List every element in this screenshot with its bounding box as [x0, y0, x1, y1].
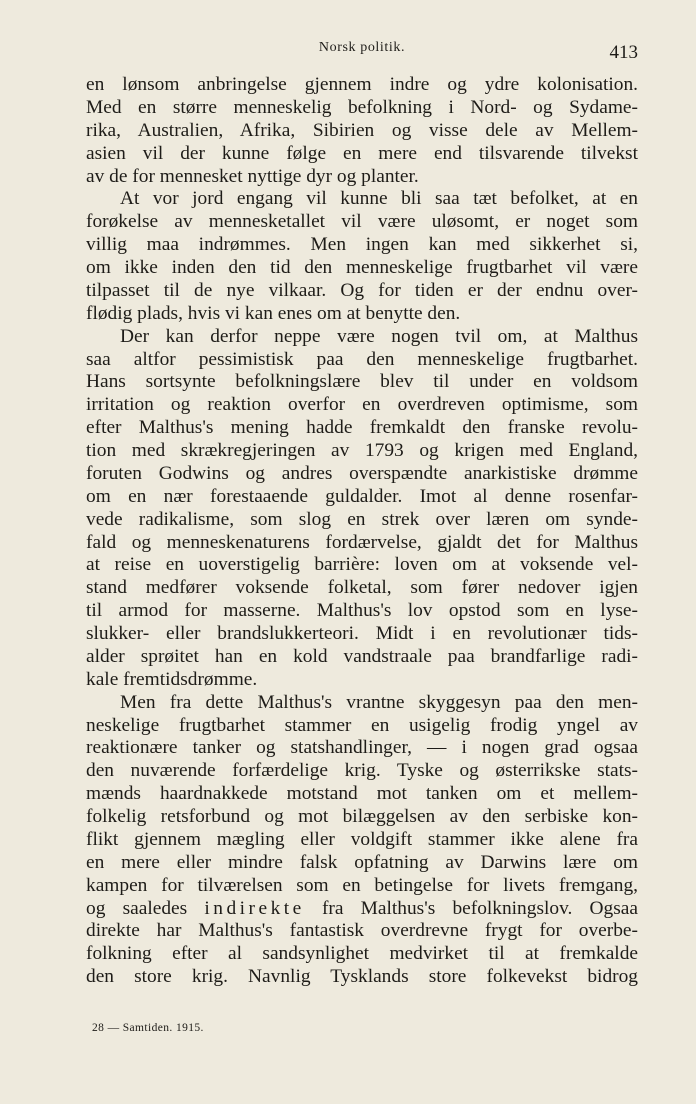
text-line: reaktionære tanker og statshandlinger, — i nogen grad ogsaa — [86, 737, 638, 759]
text-line: rika, Australien, Afrika, Sibirien og visse dele av Mellem- — [86, 119, 638, 141]
paragraph-first-line: Der kan derfor neppe være nogen tvil om, at Malthus — [120, 325, 638, 347]
text-line: en lønsom anbringelse gjennem indre og ydre kolonisation. — [86, 74, 638, 95]
text-line: folkelig retsforbund og mot bilæggelsen av den serbiske kon- — [86, 806, 638, 827]
text-line: foruten Godwins og andres overspændte anarkistiske drømme — [86, 462, 638, 484]
text-line: av de for mennesket nyttige dyr og planter. — [86, 165, 419, 187]
text-line: forøkelse av mennesketallet vil være uløsomt, er noget som — [86, 211, 638, 233]
text-line: kampen for tilværelsen som en betingelse for livets fremgang, — [86, 874, 638, 896]
text-line: irritation og reaktion overfor en overdreven optimisme, som — [86, 394, 638, 416]
text-line: om en nær forestaaende guldalder. Imot al denne rosenfar- — [86, 485, 638, 507]
text-segment: fra Malthus's befolkningslov. Ogsaa — [321, 897, 638, 919]
text-line: saa altfor pessimistisk paa den menneskelige frugtbarhet. — [86, 348, 638, 370]
text-line: Med en større menneskelig befolkning i Nord- og Sydame- — [86, 96, 638, 118]
text-line: asien vil der kunne følge en mere end tilsvarende tilvekst — [86, 142, 638, 164]
text-line: direkte har Malthus's fantastisk overdrevne frygt for overbe- — [86, 920, 638, 942]
body-text — [86, 74, 638, 989]
text-line: mænds haardnakkede motstand mot tanken om et mellem- — [86, 783, 638, 805]
page-header — [86, 40, 638, 64]
text-segment: og saaledes — [86, 897, 188, 919]
text-line: vede radikalisme, som slog en strek over læren om synde- — [86, 508, 638, 530]
text-line: folkning efter al sandsynlighet medvirket til at fremkalde — [86, 943, 638, 965]
text-line: Hans sortsynte befolkningslære blev til under en voldsom — [86, 371, 638, 393]
running-head: Norsk politik. — [318, 40, 406, 55]
page-number: 413 — [609, 42, 638, 63]
text-line: flødig plads, hvis vi kan enes om at benytte den. — [86, 302, 461, 324]
text-line: til armod for masserne. Malthus's lov opstod som en lyse- — [86, 600, 638, 622]
signature-mark: 28 — Samtiden. 1915. — [92, 1022, 204, 1034]
paragraph-first-line: At vor jord engang vil kunne bli saa tæt befolket, at en — [120, 188, 638, 210]
text-line: tion med skrækregjeringen av 1793 og krigen med England, — [86, 440, 638, 461]
paragraph-first-line: Men fra dette Malthus's vrantne skyggesyn paa den men- — [120, 691, 638, 713]
text-line: at reise en uoverstigelig barrière: loven om at voksende vel- — [86, 554, 638, 576]
text-line: den nuværende forfærdelige krig. Tyske og østerrikske stats- — [86, 760, 638, 782]
text-line: neskelige frugtbarhet stammer en usigelig frodig yngel av — [86, 714, 638, 736]
text-line: slukker- eller brandslukkerteori. Midt i en revolutionær tids- — [86, 623, 638, 644]
text-line: kale fremtidsdrømme. — [86, 668, 258, 690]
text-line: en mere eller mindre falsk opfatning av Darwins lære om — [86, 851, 638, 873]
text-line — [86, 898, 638, 921]
text-line: tilpasset til de nye vilkaar. Og for tiden er der endnu over- — [86, 279, 638, 301]
text-line: stand medfører voksende folketal, som fører nedover igjen — [86, 577, 638, 599]
text-line: om ikke inden den tid den menneskelige frugtbarhet vil være — [86, 257, 638, 278]
text-line: villig maa indrømmes. Men ingen kan med sikkerhet si, — [86, 234, 638, 256]
text-line: fald og menneskenaturens fordærvelse, gjaldt det for Malthus — [86, 531, 638, 553]
emphasized-word: indirekte — [204, 897, 305, 919]
text-line: efter Malthus's mening hadde fremkaldt den franske revolu- — [86, 417, 638, 439]
text-line: flikt gjennem mægling eller voldgift stammer ikke alene fra — [86, 828, 638, 850]
text-line: alder sprøitet han en kold vandstraale paa brandfarlige radi- — [86, 645, 638, 667]
text-line: den store krig. Navnlig Tysklands store folkevekst bidrog — [86, 966, 638, 988]
